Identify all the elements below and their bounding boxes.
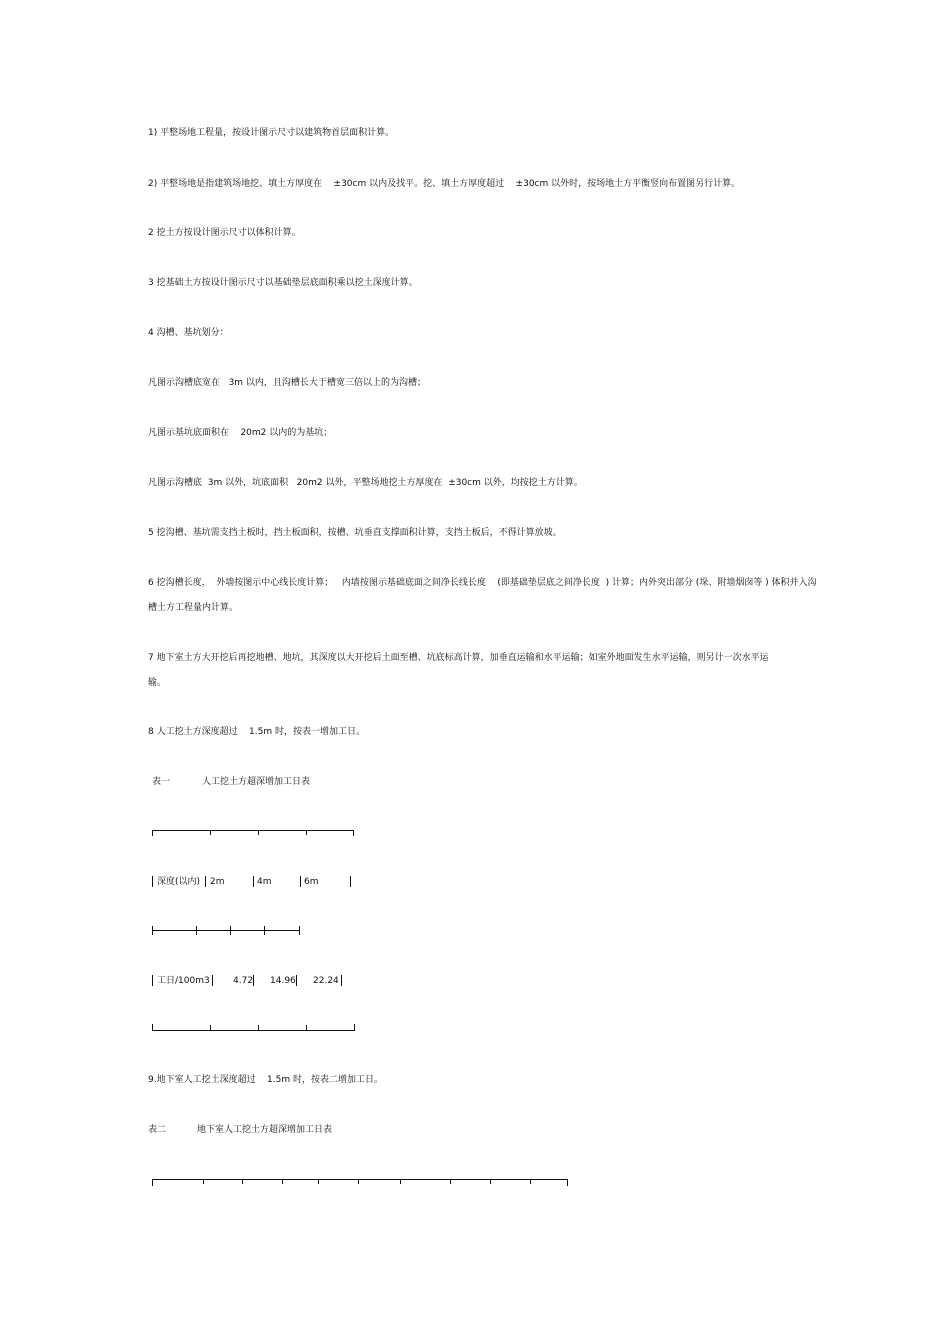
paragraph-9: 5 挖沟槽、基坑需支挡土板时，挡土板面积，按槽、坑垂直支撑面积计算，支挡土板后，不得计算放坡。 bbox=[148, 528, 562, 538]
table1-value-2m: 4.72 bbox=[233, 976, 254, 986]
table1-value-4m: 14.96 bbox=[270, 976, 296, 986]
paragraph-11-line-2: 输。 bbox=[148, 678, 167, 688]
paragraph-3: 2 挖土方按设计图示尺寸以体积计算。 bbox=[148, 228, 301, 238]
table2-corner-tl bbox=[152, 1179, 153, 1186]
paragraph-4: 3 挖基础土方按设计图示尺寸以基础垫层底面积乘以挖土深度计算。 bbox=[148, 278, 418, 288]
table1-tick bbox=[258, 830, 259, 835]
paragraph-10-line-2: 槽土方工程量内计算。 bbox=[148, 603, 239, 613]
table1-tick bbox=[196, 926, 197, 935]
paragraph-8: 凡图示沟槽底 3m 以外，坑底面积 20m2 以外，平整场地挖土方厚度在 ±30cm 以外，均按挖土方计算。 bbox=[148, 478, 583, 488]
table2-tick bbox=[282, 1179, 283, 1184]
paragraph-12: 8 人工挖土方深度超过 1.5m 时，按表一增加工日。 bbox=[148, 727, 365, 737]
table1-cell-border bbox=[350, 876, 351, 887]
table1-tick bbox=[306, 1025, 307, 1030]
table1-cell-border bbox=[152, 876, 153, 887]
table1-bottom-border bbox=[152, 1030, 355, 1031]
table1-tick bbox=[299, 926, 300, 935]
table1-cell-border bbox=[205, 876, 206, 887]
table1-top-border bbox=[152, 830, 354, 831]
table1-caption-title: 人工挖土方超深增加工日表 bbox=[202, 777, 311, 787]
table2-tick bbox=[400, 1179, 401, 1184]
table2-top-border bbox=[152, 1179, 568, 1180]
table1-corner-br bbox=[354, 1024, 355, 1030]
paragraph-6: 凡图示沟槽底宽在 3m 以内，且沟槽长大于槽宽三倍以上的为沟槽； bbox=[148, 378, 426, 388]
table2-tick bbox=[490, 1179, 491, 1184]
table2-tick bbox=[450, 1179, 451, 1184]
table1-row-unit: 工日/100m3 bbox=[157, 976, 210, 986]
paragraph-2: 2) 平整场地是指建筑场地挖、填土方厚度在 ±30cm 以内及找平。挖、填土方厚度超过 ±30cm 以外时，按场地土方平衡竖向布置图另行计算。 bbox=[148, 179, 741, 189]
paragraph-1: 1) 平整场地工程量，按设计图示尺寸以建筑物首层面积计算。 bbox=[148, 128, 395, 138]
paragraph-10-line-1: 6 挖沟槽长度， 外墙按图示中心线长度计算； 内墙按图示基础底面之间净长线长度 (即基础垫层底之间净长度 ) 计算；内外突出部分 (垛、附墙烟囱等 ) 体积并入沟 bbox=[148, 578, 817, 588]
table1-cell-border bbox=[152, 975, 153, 986]
table1-header-6m: 6m bbox=[304, 877, 319, 887]
table2-tick bbox=[318, 1179, 319, 1184]
table1-caption-number: 表一 bbox=[152, 777, 171, 787]
table2-tick bbox=[203, 1179, 204, 1184]
table1-cell-border bbox=[341, 975, 342, 986]
table1-header-4m: 4m bbox=[257, 877, 272, 887]
table1-tick bbox=[306, 830, 307, 835]
paragraph-7: 凡图示基坑底面积在 20m2 以内的为基坑； bbox=[148, 428, 333, 438]
table1-cell-border bbox=[296, 975, 297, 986]
table1-value-6m: 22.24 bbox=[313, 976, 339, 986]
table1-cell-border bbox=[212, 975, 213, 986]
table1-tick bbox=[258, 1025, 259, 1030]
table2-tick bbox=[530, 1179, 531, 1184]
table2-tick bbox=[242, 1179, 243, 1184]
table1-tick bbox=[230, 926, 231, 935]
table1-tick bbox=[152, 926, 153, 935]
table1-corner-tl bbox=[152, 830, 153, 836]
table1-header-2m: 2m bbox=[210, 877, 225, 887]
paragraph-5: 4 沟槽、基坑划分： bbox=[148, 328, 229, 338]
paragraph-11-line-1: 7 地下室土方大开挖后再挖地槽、地坑，其深度以大开挖后土面至槽、坑底标高计算，加垂直运输和水平运输；如室外地面发生水平运输，则另计一次水平运 bbox=[148, 653, 769, 663]
table1-cell-border bbox=[300, 876, 301, 887]
table2-caption-number: 表二 bbox=[148, 1125, 167, 1135]
table1-cell-border bbox=[253, 975, 254, 986]
table1-header-depth: 深度(以内) bbox=[157, 877, 201, 887]
table1-tick bbox=[210, 830, 211, 835]
table1-corner-tr bbox=[353, 830, 354, 836]
table1-cell-border bbox=[253, 876, 254, 887]
table1-tick bbox=[264, 926, 265, 935]
table2-caption-title: 地下室人工挖土方超深增加工日表 bbox=[197, 1125, 333, 1135]
paragraph-13: 9.地下室人工挖土深度超过 1.5m 时，按表二增加工日。 bbox=[148, 1075, 383, 1085]
table1-middle-border bbox=[152, 930, 300, 931]
table2-corner-tr bbox=[567, 1179, 568, 1186]
table1-tick bbox=[210, 1025, 211, 1030]
table2-tick bbox=[358, 1179, 359, 1184]
table1-corner-bl bbox=[152, 1024, 153, 1030]
